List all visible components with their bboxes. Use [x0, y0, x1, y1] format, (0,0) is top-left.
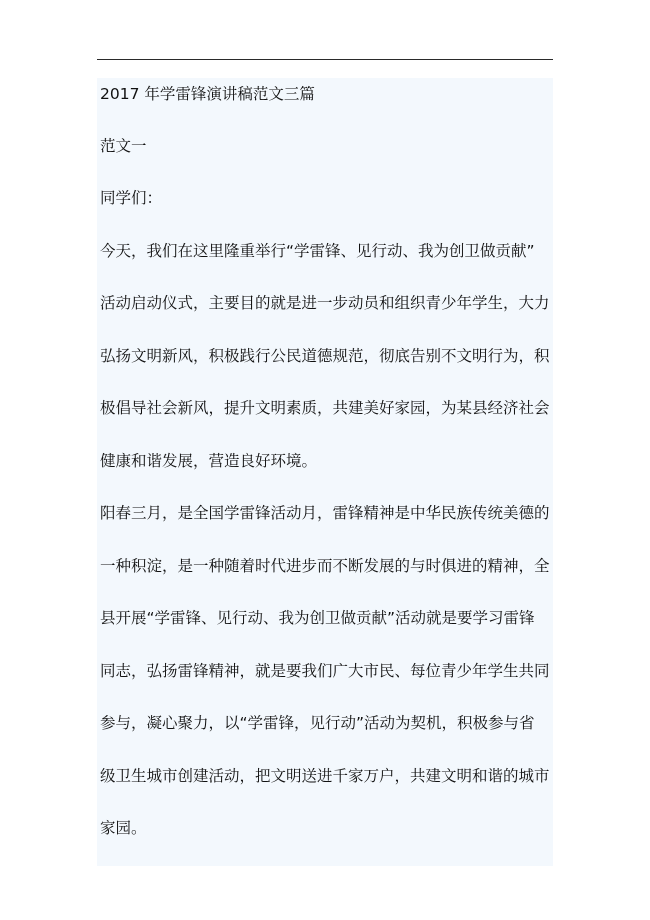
paragraph-2-line: 一种积淀，是一种随着时代进步而不断发展的与时俱进的精神，全	[100, 557, 550, 575]
paragraph-1-line: 今天，我们在这里隆重举行“学雷锋、见行动、我为创卫做贡献”	[100, 242, 535, 260]
paragraph-1-line: 活动启动仪式，主要目的就是进一步动员和组织青少年学生，大力	[100, 294, 550, 312]
document-body	[97, 78, 553, 866]
salutation: 同学们：	[100, 189, 163, 207]
section-heading: 范文一	[100, 137, 147, 155]
paragraph-2-line: 参与，凝心聚力，以“学雷锋，见行动”活动为契机，积极参与省	[100, 714, 535, 732]
document-title: 2017 年学雷锋演讲稿范文三篇	[100, 85, 315, 103]
paragraph-2-line: 县开展“学雷锋、见行动、我为创卫做贡献”活动就是要学习雷锋	[100, 609, 535, 627]
paragraph-1-line: 健康和谐发展，营造良好环境。	[100, 452, 318, 470]
paragraph-2-line: 级卫生城市创建活动，把文明送进千家万户，共建文明和谐的城市	[100, 767, 550, 785]
paragraph-1-line: 弘扬文明新风，积极践行公民道德规范，彻底告别不文明行为，积	[100, 347, 550, 365]
paragraph-2-line: 同志，弘扬雷锋精神，就是要我们广大市民、每位青少年学生共同	[100, 662, 550, 680]
paragraph-2-line: 阳春三月，是全国学雷锋活动月，雷锋精神是中华民族传统美德的	[100, 504, 550, 522]
paragraph-2-line: 家园。	[100, 819, 147, 837]
header-rule	[97, 59, 553, 60]
paragraph-1-line: 极倡导社会新风，提升文明素质，共建美好家园，为某县经济社会	[100, 399, 550, 417]
